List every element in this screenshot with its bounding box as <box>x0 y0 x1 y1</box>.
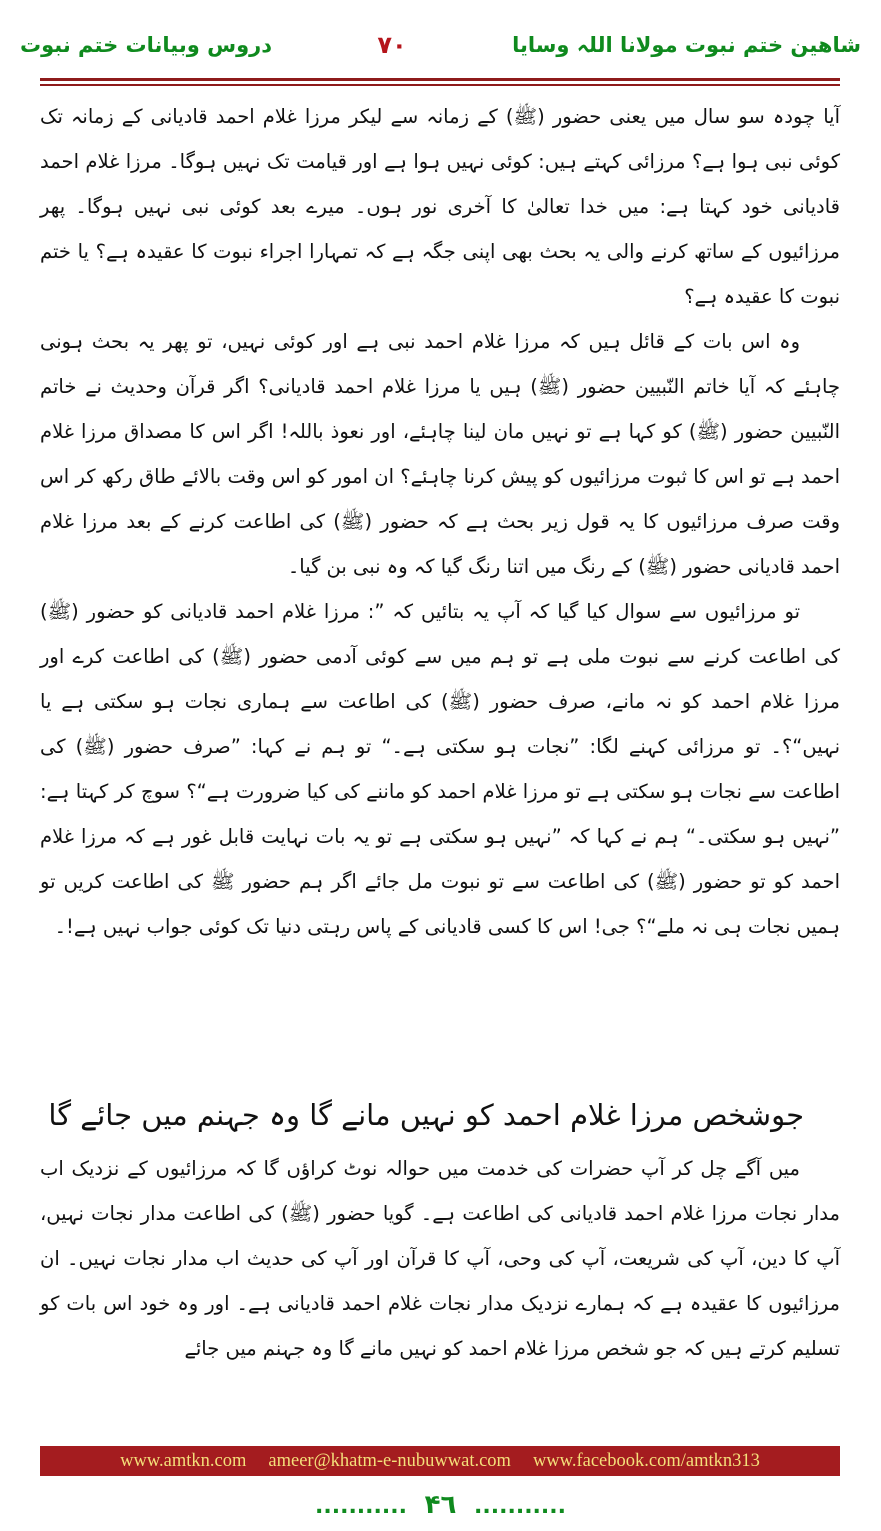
paragraph-4: میں آگے چل کر آپ حضرات کی خدمت میں حوالہ نوٹ کراؤں گا کہ مرزائیوں کے نزدیک اب مدار نجات مرزا غلام احمد قادیانی کی اطاعت ہے۔ گویا حضور (ﷺ) کی اطاعت مدار نجات نہیں، آپ کا دین، آپ کی شریعت، آپ کی وحی، آپ کا قرآن اور آپ کی حدیث اب مدار نجات نہیں۔ ان مرزائیوں کا عقیدہ ہے کہ ہمارے نزدیک مدار نجات غلام احمد قادیانی ہے۔ اور وہ خود اس بات کو تسلیم کرتے ہیں کہ جو شخص مرزا غلام احمد کو نہیں مانے گا وہ جہنم میں جائے <box>40 1157 840 1360</box>
main-text-continued <box>40 1146 840 1446</box>
page-dots-right: ........... <box>474 1494 566 1519</box>
paragraph-3: تو مرزائیوں سے سوال کیا گیا کہ آپ یہ بتائیں کہ ”: مرزا غلام احمد قادیانی کو حضور (ﷺ) کی اطاعت کرنے سے نبوت ملی ہے تو ہم میں سے کوئی آدمی حضور (ﷺ) کی اطاعت کرے اور مرزا غلام احمد کو نہ مانے، صرف حضور (ﷺ) کی اطاعت سے ہماری نجات ہو سکتی ہے یا نہیں“؟۔ تو مرزائی کہنے لگا: ”نجات ہو سکتی ہے۔“ تو ہم نے کہا: ”صرف حضور (ﷺ) کی اطاعت سے نجات ہو سکتی ہے تو مرزا غلام احمد کو ماننے کی کیا ضرورت ہے“؟ سوچ کر کہتا ہے: ”نہیں ہو سکتی۔“ ہم نے کہا کہ ”نہیں ہو سکتی ہے تو یہ بات نہایت قابل غور ہے کہ مرزا غلام احمد کو تو حضور (ﷺ) کی اطاعت سے تو نبوت مل جائے اگر ہم حضور ﷺ کی اطاعت کریں تو ہمیں نجات ہی نہ ملے“؟ جی! اس کا کسی قادیانی کے پاس رہتی دنیا تک کوئی جواب نہیں ہے!۔ <box>40 600 840 938</box>
email-link[interactable]: ameer@khatm-e-nubuwwat.com <box>268 1450 511 1471</box>
page-number: ۴٦ <box>424 1490 457 1520</box>
footer-links-bar <box>40 1446 840 1476</box>
main-text <box>40 94 840 1104</box>
paragraph-1: آیا چودہ سو سال میں یعنی حضور (ﷺ) کے زمانہ سے لیکر مرزا غلام احمد قادیانی کے زمانہ تک کوئی نبی ہوا ہے؟ مرزائی کہتے ہیں: کوئی نہیں ہوا ہے اور قیامت تک نہیں ہوگا۔ مرزا غلام احمد قادیانی خود کہتا ہے: میں خدا تعالیٰ کا آخری نور ہوں۔ میرے بعد کوئی نبی نہیں ہوگا۔ پھر مرزائیوں کے ساتھ کرنے والی یہ بحث بھی اپنی جگہ ہے کہ تمہارا اجراء نبوت کا عقیدہ ہے؟ یا ختم نبوت کا عقیدہ ہے؟ <box>40 105 840 308</box>
author-title: شاھین ختم نبوت مولانا اللہ وسایا <box>512 33 861 57</box>
header-rule-top <box>40 78 840 81</box>
book-title: دروس وبیانات ختم نبوت <box>20 33 272 57</box>
page-header <box>20 18 861 72</box>
section-heading: جوشخص مرزا غلام احمد کو نہیں مانے گا وہ جہنم میں جائے گا <box>48 1098 804 1132</box>
header-page-number: ۷۰ <box>377 31 407 59</box>
website-link[interactable]: www.amtkn.com <box>120 1450 247 1471</box>
header-rule-bottom <box>40 84 840 86</box>
facebook-link[interactable]: www.facebook.com/amtkn313 <box>532 1450 760 1471</box>
paragraph-2: وہ اس بات کے قائل ہیں کہ مرزا غلام احمد نبی ہے اور کوئی نہیں، تو پھر یہ بحث ہونی چاہئے کہ آیا خاتم النّبیین حضور (ﷺ) ہیں یا مرزا غلام احمد قادیانی؟ اگر قرآن وحدیث نے خاتم النّبیین حضور (ﷺ) کو کہا ہے تو نہیں مان لینا چاہئے، اور نعوذ باللہ! اگر اس کا مصداق مرزا غلام احمد ہے تو اس کا ثبوت مرزائیوں کو پیش کرنا چاہئے؟ ان امور کو اس وقت بالائے طاق رکھ کر اس وقت صرف مرزائیوں کا یہ قول زیر بحث ہے کہ حضور (ﷺ) کی اطاعت کرنے کے بعد مرزا غلام احمد قادیانی حضور (ﷺ) کے رنگ میں اتنا رنگ گیا کہ وہ نبی بن گیا۔ <box>40 330 840 578</box>
page-number-row <box>0 1490 881 1520</box>
page-dots-left: ........... <box>315 1494 407 1519</box>
